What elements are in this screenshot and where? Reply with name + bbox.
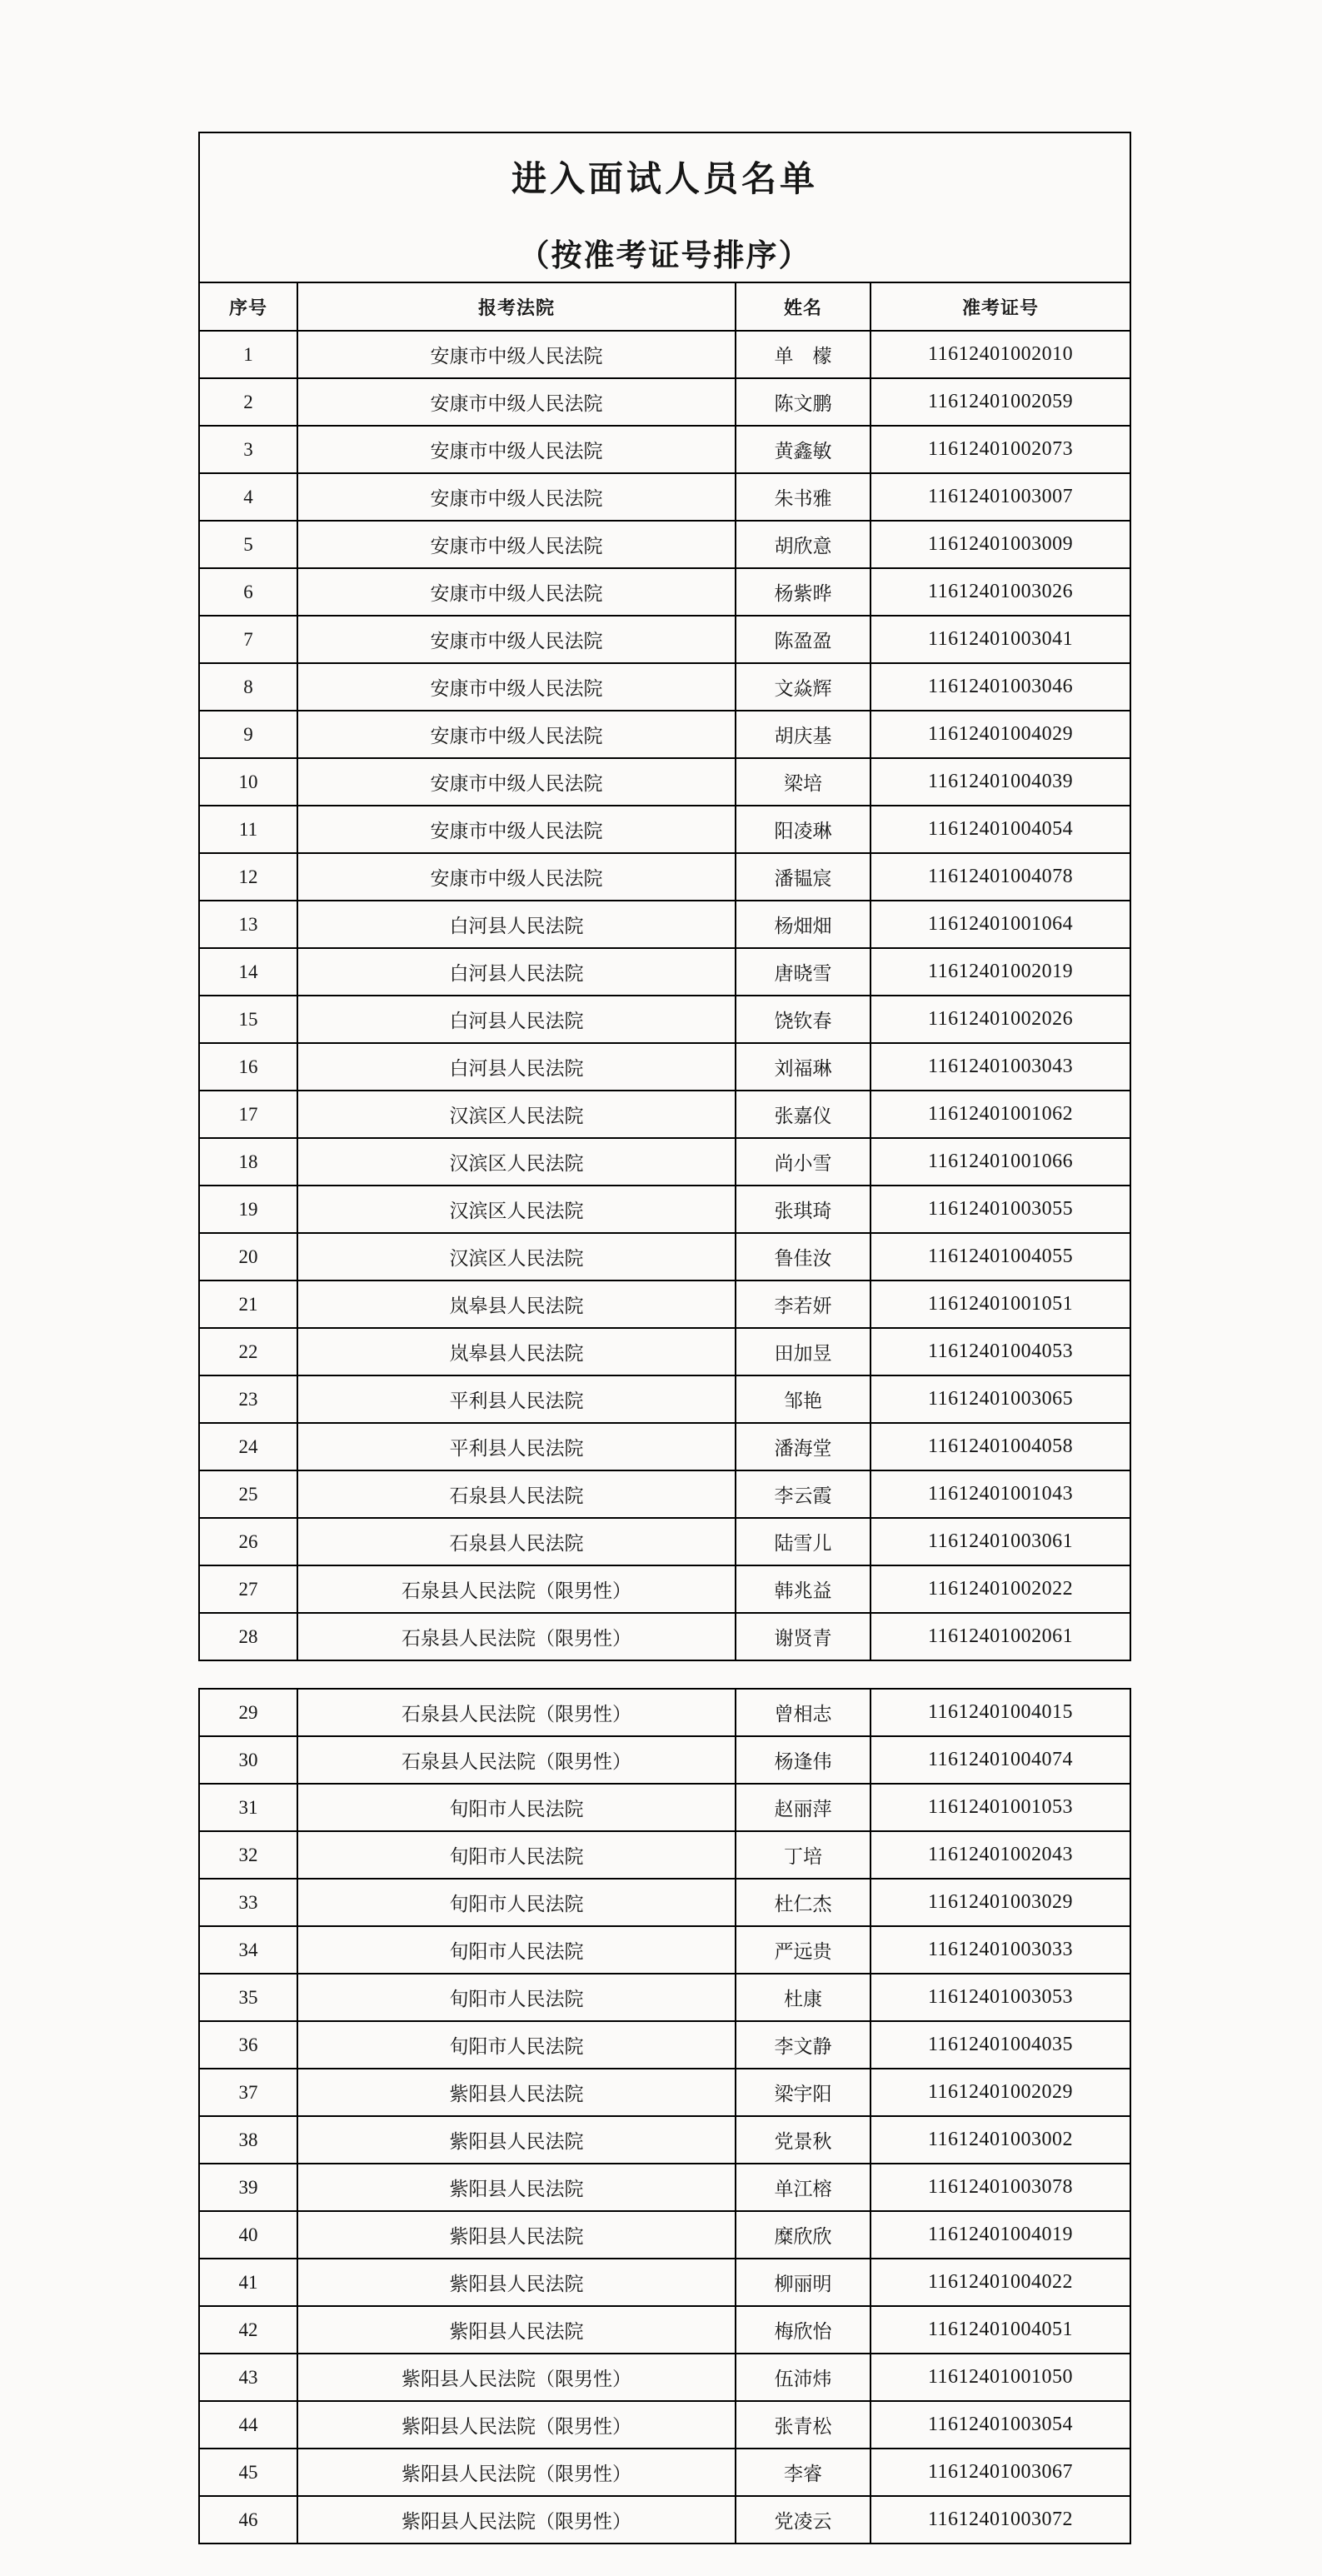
title-block: [199, 132, 1130, 282]
cell-court: 石泉县人民法院（限男性）: [297, 1613, 736, 1660]
cell-ticket: 11612401003078: [871, 2164, 1130, 2211]
cell-ticket: 11612401002026: [871, 996, 1130, 1043]
cell-ticket: 11612401002019: [871, 948, 1130, 996]
cell-court: 紫阳县人民法院: [297, 2306, 736, 2354]
cell-name: 黄鑫敏: [736, 426, 871, 473]
cell-index: 3: [199, 426, 297, 473]
cell-court: 紫阳县人民法院: [297, 2211, 736, 2259]
cell-ticket: 11612401002010: [871, 331, 1130, 378]
cell-index: 26: [199, 1518, 297, 1565]
table-row: [199, 806, 1130, 853]
cell-index: 42: [199, 2306, 297, 2354]
cell-court: 旬阳市人民法院: [297, 1831, 736, 1879]
cell-court: 白河县人民法院: [297, 996, 736, 1043]
cell-court: 紫阳县人民法院（限男性）: [297, 2401, 736, 2449]
interview-list-document: [198, 132, 1130, 2544]
cell-ticket: 11612401004035: [871, 2021, 1130, 2069]
cell-ticket: 11612401003043: [871, 1043, 1130, 1091]
interview-table-page1: [198, 132, 1131, 1661]
cell-index: 24: [199, 1423, 297, 1470]
table-row: [199, 1974, 1130, 2021]
cell-index: 23: [199, 1375, 297, 1423]
table-row: [199, 473, 1130, 521]
table-row: [199, 2306, 1130, 2354]
cell-ticket: 11612401004053: [871, 1328, 1130, 1375]
cell-index: 2: [199, 378, 297, 426]
table-row: [199, 1613, 1130, 1660]
cell-index: 46: [199, 2496, 297, 2544]
cell-ticket: 11612401003041: [871, 616, 1130, 663]
cell-court: 岚皋县人民法院: [297, 1328, 736, 1375]
cell-index: 12: [199, 853, 297, 901]
cell-index: 20: [199, 1233, 297, 1281]
table-row: [199, 426, 1130, 473]
table-row: [199, 711, 1130, 758]
table-row: [199, 2449, 1130, 2496]
cell-ticket: 11612401003002: [871, 2116, 1130, 2164]
cell-index: 19: [199, 1186, 297, 1233]
cell-index: 43: [199, 2354, 297, 2401]
cell-ticket: 11612401004078: [871, 853, 1130, 901]
cell-court: 汉滨区人民法院: [297, 1138, 736, 1186]
cell-index: 33: [199, 1879, 297, 1926]
table-row: [199, 1186, 1130, 1233]
cell-ticket: 11612401003046: [871, 663, 1130, 711]
cell-name: 伍沛炜: [736, 2354, 871, 2401]
cell-court: 紫阳县人民法院（限男性）: [297, 2354, 736, 2401]
cell-name: 梅欣怡: [736, 2306, 871, 2354]
cell-index: 35: [199, 1974, 297, 2021]
cell-ticket: 11612401003029: [871, 1879, 1130, 1926]
table-row: [199, 1423, 1130, 1470]
cell-name: 杜仁杰: [736, 1879, 871, 1926]
table-row: [199, 1470, 1130, 1518]
cell-index: 34: [199, 1926, 297, 1974]
cell-name: 潘韫宸: [736, 853, 871, 901]
cell-ticket: 11612401003072: [871, 2496, 1130, 2544]
cell-court: 平利县人民法院: [297, 1375, 736, 1423]
cell-ticket: 11612401001050: [871, 2354, 1130, 2401]
cell-name: 梁宇阳: [736, 2069, 871, 2116]
table-row: [199, 1879, 1130, 1926]
cell-index: 41: [199, 2259, 297, 2306]
cell-name: 李睿: [736, 2449, 871, 2496]
cell-index: 9: [199, 711, 297, 758]
cell-court: 紫阳县人民法院: [297, 2069, 736, 2116]
cell-name: 李若妍: [736, 1281, 871, 1328]
table-row: [199, 2354, 1130, 2401]
cell-court: 白河县人民法院: [297, 901, 736, 948]
cell-name: 梁培: [736, 758, 871, 806]
cell-ticket: 11612401003009: [871, 521, 1130, 568]
table-row: [199, 1926, 1130, 1974]
col-header-ticket: 准考证号: [871, 282, 1130, 331]
cell-ticket: 11612401004022: [871, 2259, 1130, 2306]
table-row: [199, 996, 1130, 1043]
cell-court: 岚皋县人民法院: [297, 1281, 736, 1328]
cell-court: 安康市中级人民法院: [297, 758, 736, 806]
cell-ticket: 11612401001053: [871, 1784, 1130, 1831]
cell-name: 曾相志: [736, 1689, 871, 1736]
cell-name: 阳凌琳: [736, 806, 871, 853]
cell-ticket: 11612401002043: [871, 1831, 1130, 1879]
cell-name: 饶钦春: [736, 996, 871, 1043]
table-row: [199, 948, 1130, 996]
cell-ticket: 11612401002059: [871, 378, 1130, 426]
cell-name: 李文静: [736, 2021, 871, 2069]
cell-index: 14: [199, 948, 297, 996]
table-row: [199, 521, 1130, 568]
cell-index: 17: [199, 1091, 297, 1138]
cell-court: 安康市中级人民法院: [297, 806, 736, 853]
cell-name: 陈盈盈: [736, 616, 871, 663]
col-header-court: 报考法院: [297, 282, 736, 331]
cell-name: 李云霞: [736, 1470, 871, 1518]
cell-index: 6: [199, 568, 297, 616]
cell-index: 11: [199, 806, 297, 853]
cell-ticket: 11612401004019: [871, 2211, 1130, 2259]
table-row: [199, 2211, 1130, 2259]
table-row: [199, 2496, 1130, 2544]
cell-name: 田加昱: [736, 1328, 871, 1375]
table-row: [199, 853, 1130, 901]
cell-name: 单江榕: [736, 2164, 871, 2211]
cell-ticket: 11612401003033: [871, 1926, 1130, 1974]
cell-name: 文焱辉: [736, 663, 871, 711]
table-row: [199, 1281, 1130, 1328]
cell-name: 柳丽明: [736, 2259, 871, 2306]
table-header-row: [199, 282, 1130, 331]
cell-index: 8: [199, 663, 297, 711]
table-row: [199, 1138, 1130, 1186]
cell-index: 5: [199, 521, 297, 568]
cell-court: 白河县人民法院: [297, 948, 736, 996]
cell-index: 13: [199, 901, 297, 948]
cell-ticket: 11612401003054: [871, 2401, 1130, 2449]
cell-index: 15: [199, 996, 297, 1043]
cell-index: 10: [199, 758, 297, 806]
cell-name: 陈文鹏: [736, 378, 871, 426]
cell-ticket: 11612401003053: [871, 1974, 1130, 2021]
cell-court: 安康市中级人民法院: [297, 853, 736, 901]
cell-ticket: 11612401001064: [871, 901, 1130, 948]
cell-court: 石泉县人民法院（限男性）: [297, 1736, 736, 1784]
cell-index: 30: [199, 1736, 297, 1784]
cell-court: 汉滨区人民法院: [297, 1186, 736, 1233]
cell-court: 石泉县人民法院: [297, 1518, 736, 1565]
cell-name: 党凌云: [736, 2496, 871, 2544]
cell-index: 27: [199, 1565, 297, 1613]
cell-ticket: 11612401004054: [871, 806, 1130, 853]
table-row: [199, 331, 1130, 378]
cell-ticket: 11612401003026: [871, 568, 1130, 616]
document-title: 进入面试人员名单: [511, 161, 819, 199]
cell-name: 谢贤青: [736, 1613, 871, 1660]
document-subtitle: （按准考证号排序）: [518, 239, 811, 273]
cell-court: 安康市中级人民法院: [297, 568, 736, 616]
cell-index: 28: [199, 1613, 297, 1660]
cell-index: 32: [199, 1831, 297, 1879]
cell-court: 紫阳县人民法院: [297, 2116, 736, 2164]
cell-ticket: 11612401001051: [871, 1281, 1130, 1328]
cell-name: 赵丽萍: [736, 1784, 871, 1831]
cell-court: 汉滨区人民法院: [297, 1091, 736, 1138]
cell-index: 38: [199, 2116, 297, 2164]
cell-name: 潘海堂: [736, 1423, 871, 1470]
table-row: [199, 1375, 1130, 1423]
cell-index: 18: [199, 1138, 297, 1186]
table-row: [199, 2259, 1130, 2306]
cell-name: 尚小雪: [736, 1138, 871, 1186]
table-row: [199, 901, 1130, 948]
cell-court: 石泉县人民法院（限男性）: [297, 1565, 736, 1613]
cell-ticket: 11612401001066: [871, 1138, 1130, 1186]
cell-ticket: 11612401001043: [871, 1470, 1130, 1518]
table-row: [199, 2164, 1130, 2211]
table-row: [199, 663, 1130, 711]
cell-index: 37: [199, 2069, 297, 2116]
cell-ticket: 11612401001062: [871, 1091, 1130, 1138]
table-row: [199, 1565, 1130, 1613]
cell-court: 旬阳市人民法院: [297, 1926, 736, 1974]
cell-index: 25: [199, 1470, 297, 1518]
page-break-gap: [198, 1661, 1130, 1688]
cell-court: 旬阳市人民法院: [297, 1784, 736, 1831]
cell-name: 单 檬: [736, 331, 871, 378]
cell-court: 安康市中级人民法院: [297, 378, 736, 426]
cell-name: 鲁佳汝: [736, 1233, 871, 1281]
cell-ticket: 11612401004074: [871, 1736, 1130, 1784]
cell-index: 4: [199, 473, 297, 521]
cell-name: 陆雪儿: [736, 1518, 871, 1565]
cell-court: 石泉县人民法院（限男性）: [297, 1689, 736, 1736]
cell-name: 胡欣意: [736, 521, 871, 568]
cell-court: 紫阳县人民法院: [297, 2259, 736, 2306]
cell-name: 胡庆基: [736, 711, 871, 758]
cell-name: 韩兆益: [736, 1565, 871, 1613]
cell-court: 汉滨区人民法院: [297, 1233, 736, 1281]
cell-index: 44: [199, 2401, 297, 2449]
cell-name: 唐晓雪: [736, 948, 871, 996]
cell-index: 45: [199, 2449, 297, 2496]
cell-index: 22: [199, 1328, 297, 1375]
cell-name: 严远贵: [736, 1926, 871, 1974]
cell-name: 张琪琦: [736, 1186, 871, 1233]
table-row: [199, 1091, 1130, 1138]
table-row: [199, 2021, 1130, 2069]
cell-ticket: 11612401002061: [871, 1613, 1130, 1660]
cell-name: 杨畑畑: [736, 901, 871, 948]
cell-name: 邹艳: [736, 1375, 871, 1423]
cell-ticket: 11612401004015: [871, 1689, 1130, 1736]
cell-ticket: 11612401004058: [871, 1423, 1130, 1470]
cell-ticket: 11612401003067: [871, 2449, 1130, 2496]
cell-index: 29: [199, 1689, 297, 1736]
cell-court: 紫阳县人民法院（限男性）: [297, 2496, 736, 2544]
cell-ticket: 11612401002029: [871, 2069, 1130, 2116]
cell-court: 安康市中级人民法院: [297, 711, 736, 758]
interview-table-page2: [198, 1688, 1131, 2544]
cell-court: 紫阳县人民法院（限男性）: [297, 2449, 736, 2496]
cell-name: 张青松: [736, 2401, 871, 2449]
table-row: [199, 1784, 1130, 1831]
cell-ticket: 11612401003055: [871, 1186, 1130, 1233]
cell-name: 刘福琳: [736, 1043, 871, 1091]
table-row: [199, 1831, 1130, 1879]
table-row: [199, 568, 1130, 616]
cell-name: 杜康: [736, 1974, 871, 2021]
cell-name: 党景秋: [736, 2116, 871, 2164]
cell-court: 石泉县人民法院: [297, 1470, 736, 1518]
cell-court: 安康市中级人民法院: [297, 473, 736, 521]
table-row: [199, 1689, 1130, 1736]
cell-court: 安康市中级人民法院: [297, 616, 736, 663]
table-row: [199, 758, 1130, 806]
cell-court: 旬阳市人民法院: [297, 2021, 736, 2069]
cell-ticket: 11612401004039: [871, 758, 1130, 806]
cell-index: 1: [199, 331, 297, 378]
cell-index: 31: [199, 1784, 297, 1831]
cell-ticket: 11612401003007: [871, 473, 1130, 521]
table-row: [199, 616, 1130, 663]
table-row: [199, 1518, 1130, 1565]
cell-court: 安康市中级人民法院: [297, 426, 736, 473]
cell-index: 21: [199, 1281, 297, 1328]
cell-name: 糜欣欣: [736, 2211, 871, 2259]
cell-ticket: 11612401002073: [871, 426, 1130, 473]
cell-index: 36: [199, 2021, 297, 2069]
cell-ticket: 11612401004029: [871, 711, 1130, 758]
col-header-index: 序号: [199, 282, 297, 331]
table-row: [199, 2069, 1130, 2116]
col-header-name: 姓名: [736, 282, 871, 331]
cell-name: 张嘉仪: [736, 1091, 871, 1138]
table-row: [199, 1328, 1130, 1375]
cell-name: 朱书雅: [736, 473, 871, 521]
table-row: [199, 2116, 1130, 2164]
cell-court: 平利县人民法院: [297, 1423, 736, 1470]
cell-ticket: 11612401003061: [871, 1518, 1130, 1565]
cell-court: 旬阳市人民法院: [297, 1974, 736, 2021]
cell-name: 丁培: [736, 1831, 871, 1879]
cell-court: 旬阳市人民法院: [297, 1879, 736, 1926]
cell-ticket: 11612401004055: [871, 1233, 1130, 1281]
cell-court: 安康市中级人民法院: [297, 331, 736, 378]
cell-index: 40: [199, 2211, 297, 2259]
cell-court: 安康市中级人民法院: [297, 663, 736, 711]
cell-name: 杨逢伟: [736, 1736, 871, 1784]
table-row: [199, 1736, 1130, 1784]
cell-court: 安康市中级人民法院: [297, 521, 736, 568]
cell-name: 杨紫晔: [736, 568, 871, 616]
cell-court: 紫阳县人民法院: [297, 2164, 736, 2211]
cell-index: 16: [199, 1043, 297, 1091]
table-row: [199, 2401, 1130, 2449]
table-row: [199, 1043, 1130, 1091]
table-row: [199, 378, 1130, 426]
cell-ticket: 11612401003065: [871, 1375, 1130, 1423]
table-row: [199, 1233, 1130, 1281]
cell-index: 7: [199, 616, 297, 663]
cell-index: 39: [199, 2164, 297, 2211]
cell-court: 白河县人民法院: [297, 1043, 736, 1091]
cell-ticket: 11612401004051: [871, 2306, 1130, 2354]
cell-ticket: 11612401002022: [871, 1565, 1130, 1613]
